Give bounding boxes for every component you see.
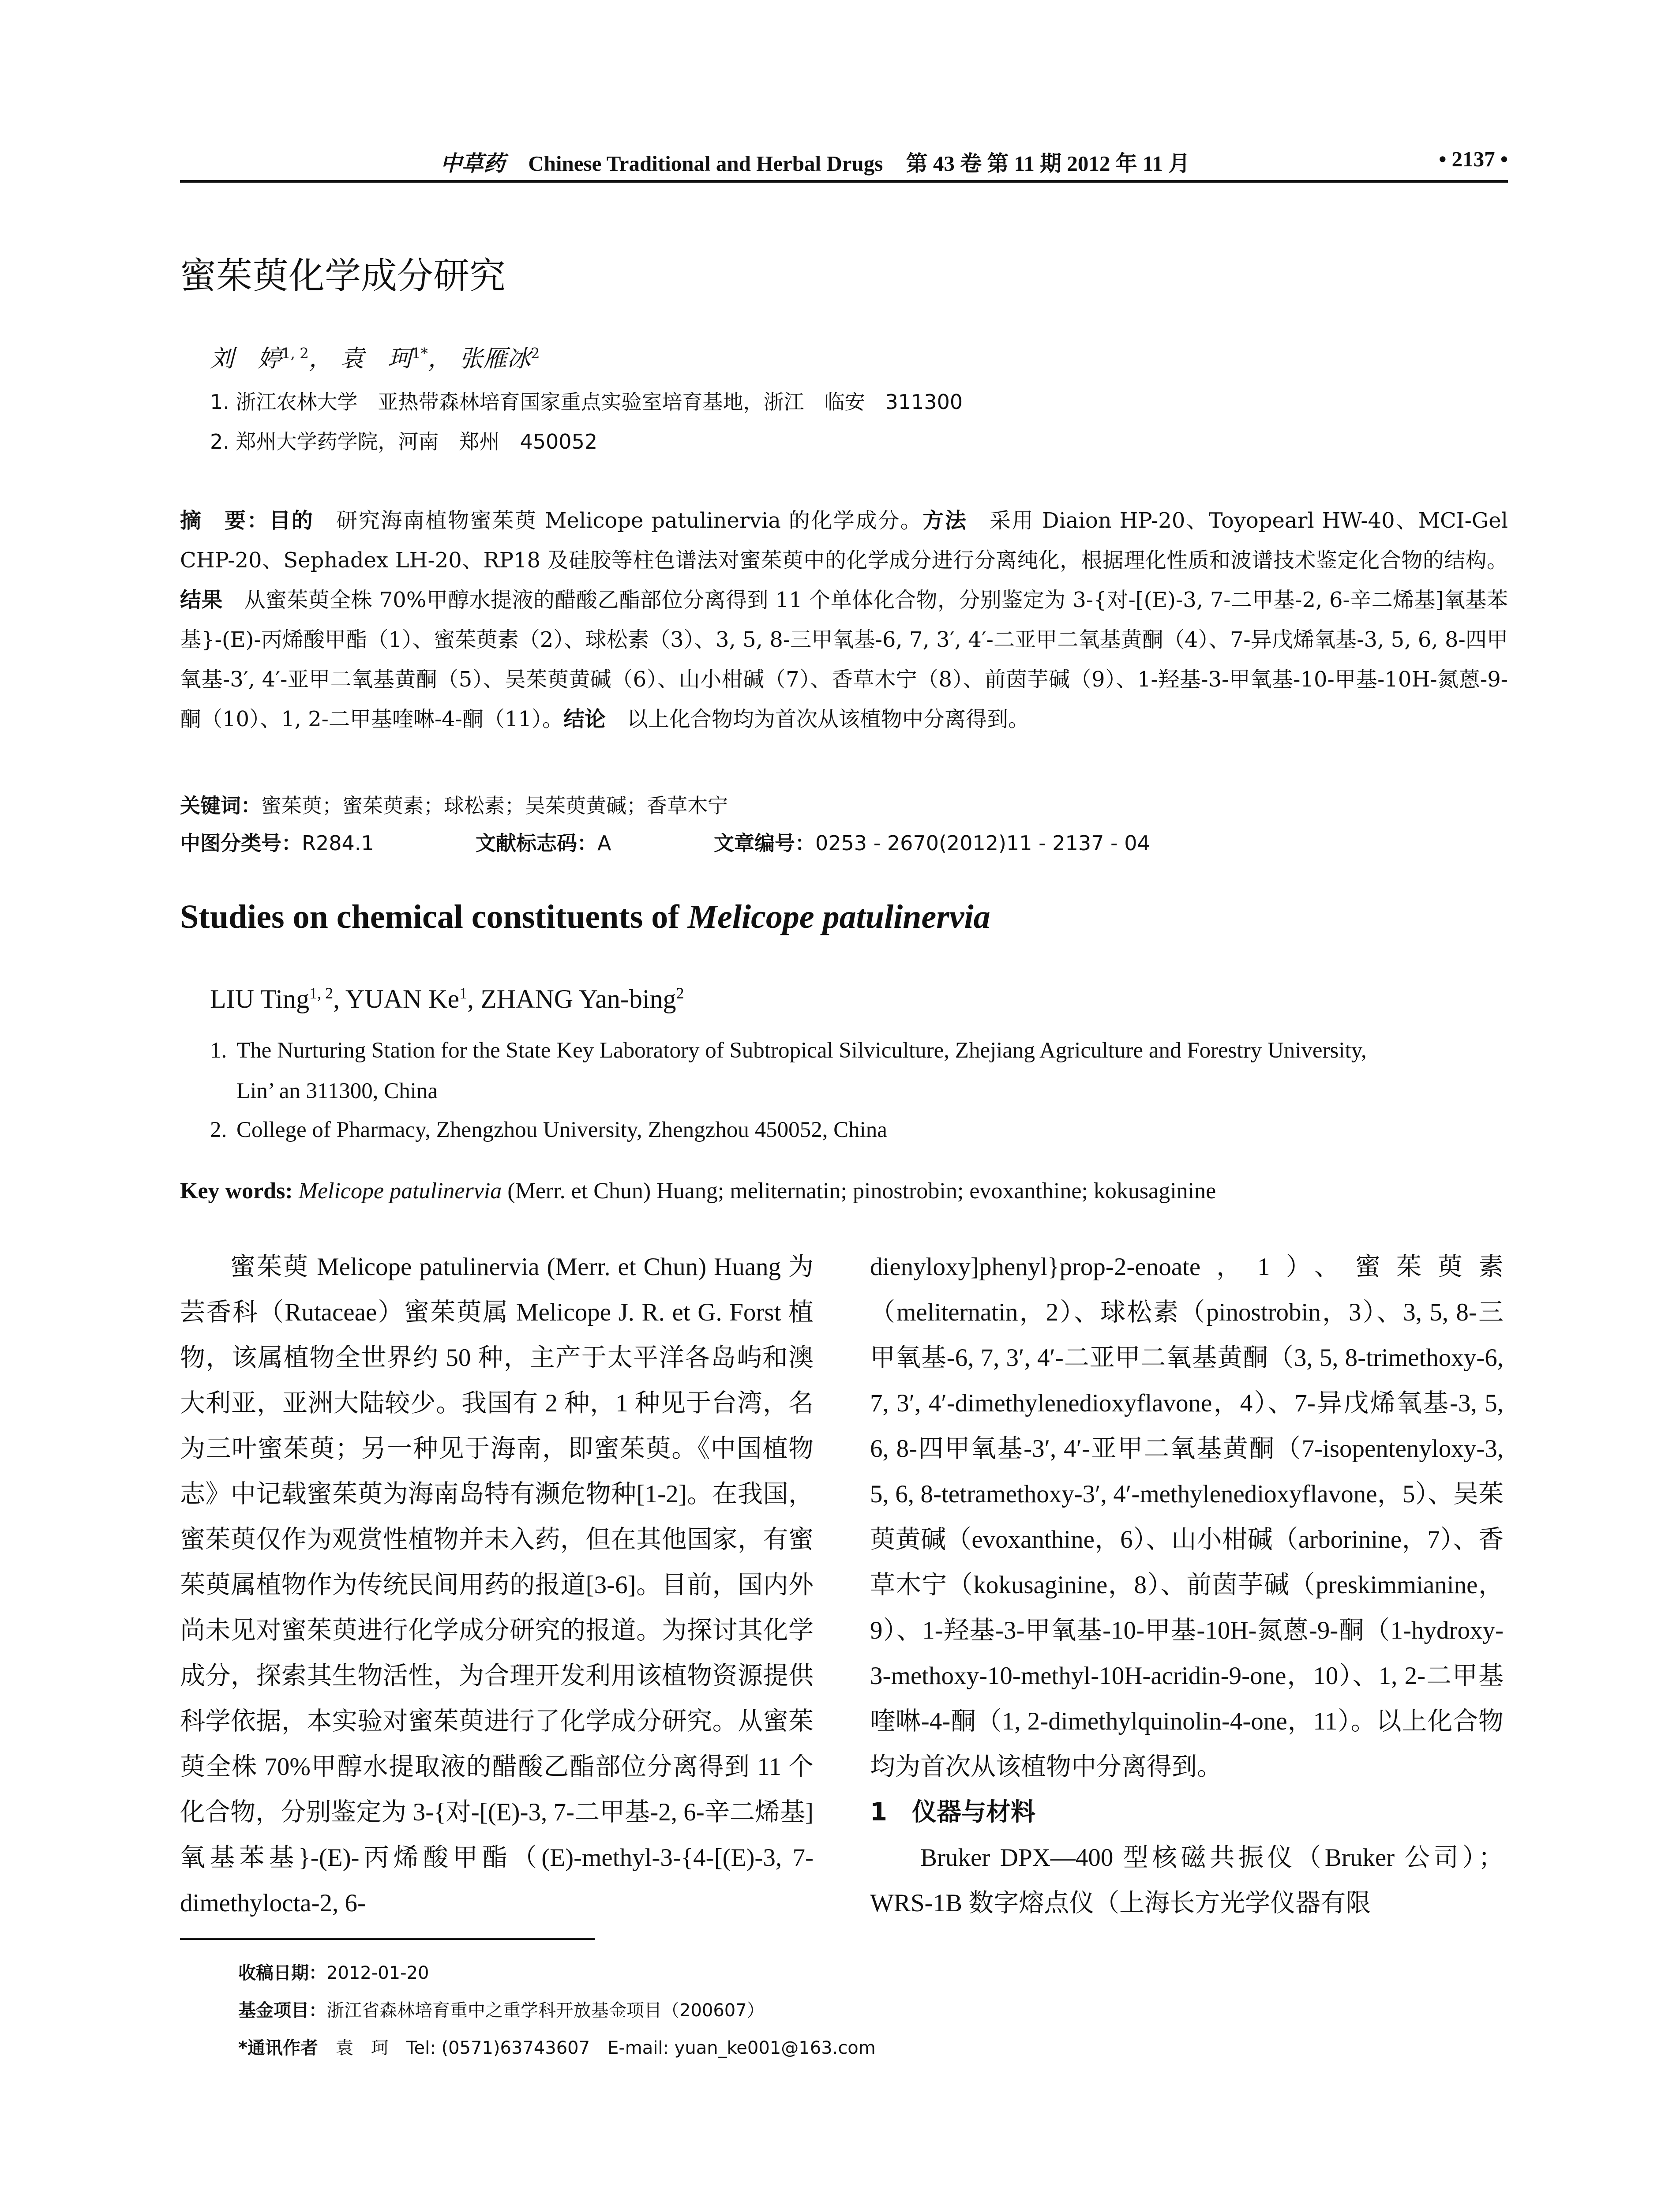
- clc-value: R284.1: [302, 831, 374, 855]
- keywords-en-label: Key words:: [180, 1178, 293, 1204]
- issue-info: 第 43 卷 第 11 期 2012 年 11 月: [906, 151, 1190, 176]
- author-name: ZHANG Yan-bing: [480, 984, 676, 1013]
- results-text: 从蜜茱萸全株 70%甲醇水提液的醋酸乙酯部位分离得到 11 个单体化合物，分别鉴定为 3-{对-[(E)-3, 7-二甲基-2, 6-辛二烯基]氧基苯基}-(E)-丙烯酸甲酯（1）、蜜茱萸素（2）、球松素（3）、3, 5, 8-三甲氧基-6, 7, 3′, 4′-二亚甲二氧基黄酮（4）、7-异戊烯氧基-3, 5, 6, 8-四甲氧基-3′, 4′-亚甲二氧基黄酮（5）、吴茱萸黄碱（6）、山小柑碱（7）、香草木宁（8）、前茵芋碱（9）、1-羟基-3-甲氧基-10-甲基-10H-氮蒽-9-酮（10）、1, 2-二甲基喹啉-4-酮（11）。: [180, 588, 1508, 732]
- doc-code-value: A: [597, 831, 611, 855]
- article-no-value: 0253 - 2670(2012)11 - 2137 - 04: [815, 831, 1150, 855]
- author-name: 刘 婷: [210, 345, 281, 372]
- author-affil-sup: 1: [459, 984, 468, 1002]
- author-separator: ,: [333, 984, 345, 1013]
- abstract-label: 摘 要：: [180, 508, 270, 533]
- author-name: 袁 珂: [340, 345, 412, 372]
- footnote-text: 袁 珂 Tel: (0571)63743607 E-mail: yuan_ke001@163.com: [318, 2038, 876, 2058]
- footnote-funding: [238, 1996, 765, 2022]
- author-separator: ，: [428, 345, 452, 372]
- section-heading: 1 仪器与材料: [870, 1798, 1035, 1827]
- footnote-received: [238, 1959, 429, 1984]
- intro-paragraph: 蜜茱萸 Melicope patulinervia (Merr. et Chun) Huang 为芸香科（Rutaceae）蜜茱萸属 Melicope J. R. et G. Forst 植物，该属植物全世界约 50 种，主产于太平洋各岛屿和澳大利亚，亚洲大陆较少。我国有 2 种，1 种见于台湾，名为三叶蜜茱萸；另一种见于海南，即蜜茱萸。《中国植物志》中记载蜜茱萸为海南岛特有濒危物种[1-2]。在我国，蜜茱萸仅作为观赏性植物并未入药，但在其他国家，有蜜茱萸属植物作为传统民间用药的报道[3-6]。目前，国内外尚未见对蜜茱萸进行化学成分研究的报道。为探讨其化学成分，探索其生物活性，为合理开发利用该植物资源提供科学依据，本实验对蜜茱萸进行了化学成分研究。从蜜茱萸全株 70%甲醇水提取液的醋酸乙酯部位分离得到 11 个化合物，分别鉴定为 3-{对-[(E)-3, 7-二甲基-2, 6-辛二烯基]氧基苯基}-(E)-丙烯酸甲酯（(E)-methyl-3-{4-[(E)-3, 7-dimethylocta-2, 6-: [180, 1253, 814, 1917]
- affil-line: College of Pharmacy, Zhengzhou University, Zhengzhou 450052, China: [236, 1118, 887, 1142]
- conclusion-text: 以上化合物均为首次从该植物中分离得到。: [626, 707, 1029, 732]
- footnote-label: 基金项目：: [238, 2000, 326, 2021]
- affiliation-cn: 1. 浙江农林大学 亚热带森林培育国家重点实验室培育基地，浙江 临安 311300: [210, 390, 963, 414]
- conclusion-label: 结论: [563, 707, 606, 732]
- keywords-cn-label: 关键词：: [180, 794, 261, 818]
- footnote-correspondence: [238, 2034, 876, 2059]
- footnote-label: 收稿日期：: [238, 1963, 326, 1983]
- author-list-en: [210, 984, 684, 1014]
- article-no-item: [714, 827, 1150, 856]
- running-header: [180, 140, 1508, 183]
- affil-line: The Nurturing Station for the State Key Laboratory of Subtropical Silviculture, Zhejiang Agriculture and Forestry University,: [236, 1038, 1367, 1063]
- clc-item: [180, 827, 374, 856]
- affil-number: 1.: [210, 1038, 227, 1063]
- classification-line: [180, 827, 1517, 858]
- body-column-right: [870, 1244, 1504, 1926]
- journal-en-name: Chinese Traditional and Herbal Drugs: [528, 151, 883, 176]
- methods-label: 方法: [922, 508, 968, 533]
- article-title-cn: 蜜茱萸化学成分研究: [180, 255, 506, 297]
- objective-text: 研究海南植物蜜茱萸 Melicope patulinervia 的化学成分。: [336, 508, 923, 533]
- keywords-en: [180, 1178, 1216, 1204]
- author-name: 张雁冰: [459, 345, 531, 372]
- abstract-cn: [180, 501, 1508, 739]
- author-affil-sup: 2: [676, 984, 684, 1002]
- footnote-rule: [180, 1938, 595, 1940]
- doc-code-label: 文献标志码：: [476, 831, 597, 855]
- affiliation-en: [210, 1110, 1508, 1150]
- author-separator: ，: [308, 345, 333, 372]
- clc-label: 中图分类号：: [180, 831, 302, 855]
- title-en-species: Melicope patulinervia: [687, 898, 990, 935]
- section-paragraph: Bruker DPX—400 型核磁共振仪（Bruker 公司）；WRS-1B 数字熔点仪（上海长方光学仪器有限: [870, 1844, 1504, 1917]
- objective-label: 目的: [269, 508, 314, 533]
- body-column-left: [180, 1244, 814, 1926]
- footnote-text: 2012-01-20: [326, 1963, 429, 1983]
- results-label: 结果: [180, 588, 223, 612]
- author-separator: ,: [467, 984, 481, 1013]
- methods-text: 采用 Diaion HP-20、Toyopearl HW-40、MCI-Gel CHP-20、Sephadex LH-20、RP18 及硅胶等柱色谱法对蜜茱萸中的化学成分进行分离纯化，根据理化性质和波谱技术鉴定化合物的结构。: [180, 508, 1508, 573]
- journal-line: [440, 146, 1190, 177]
- author-affil-sup: 1, 2: [309, 984, 334, 1002]
- author-name: YUAN Ke: [345, 984, 460, 1013]
- author-list-cn: [210, 340, 540, 374]
- author-affil-sup: 2: [530, 345, 540, 362]
- author-affil-sup: 1*: [411, 345, 428, 362]
- doc-code-item: [476, 827, 611, 856]
- author-affil-sup: 1, 2: [281, 345, 309, 362]
- affiliation-en: [210, 1030, 1508, 1111]
- header-rule: [180, 180, 1508, 183]
- article-title-en: [180, 898, 990, 936]
- keywords-en-text: (Merr. et Chun) Huang; meliternatin; pinostrobin; evoxanthine; kokusaginine: [502, 1178, 1216, 1204]
- keywords-cn-text: 蜜茱萸；蜜茱萸素；球松素；吴茱萸黄碱；香草木宁: [261, 794, 728, 818]
- footnote-text: 浙江省森林培育重中之重学科开放基金项目（200607）: [326, 2000, 765, 2021]
- intro-continuation: dienyloxy]phenyl}prop-2-enoate，1）、蜜茱萸素（meliternatin，2）、球松素（pinostrobin，3）、3, 5, 8-三甲氧基-6, 7, 3′, 4′-二亚甲二氧基黄酮（3, 5, 8-trimethoxy-6, 7, 3′, 4′-dimethylenedioxyflavone，4）、7-异戊烯氧基-3, 5, 6, 8-四甲氧基-3′, 4′-亚甲二氧基黄酮（7-isopentenyloxy-3, 5, 6, 8-tetramethoxy-3′, 4′-methylenedioxyflavone，5）、吴茱萸黄碱（evoxanthine，6）、山小柑碱（arborinine，7）、香草木宁（kokusaginine，8）、前茵芋碱（preskimmianine，9）、1-羟基-3-甲氧基-10-甲基-10H-氮蒽-9-酮（1-hydroxy-3-methoxy-10-methyl-10H-acridin-9-one，10）、1, 2-二甲基喹啉-4-酮（1, 2-dimethylquinolin-4-one，11）。以上化合物均为首次从该植物中分离得到。: [870, 1253, 1504, 1781]
- footnote-label: *通讯作者: [238, 2038, 318, 2058]
- affil-number: 2.: [210, 1118, 227, 1142]
- article-no-label: 文章编号：: [714, 831, 815, 855]
- journal-cn-mark: 中草药: [440, 150, 506, 176]
- title-en-prefix: Studies on chemical constituents of: [180, 898, 688, 935]
- page-number: • 2137 •: [1439, 147, 1508, 171]
- keywords-en-species: Melicope patulinervia: [298, 1178, 502, 1204]
- affil-line: Lin’ an 311300, China: [236, 1079, 438, 1103]
- author-name: LIU Ting: [210, 984, 310, 1013]
- affiliation-cn: 2. 郑州大学药学院，河南 郑州 450052: [210, 430, 598, 454]
- keywords-cn: [180, 790, 728, 819]
